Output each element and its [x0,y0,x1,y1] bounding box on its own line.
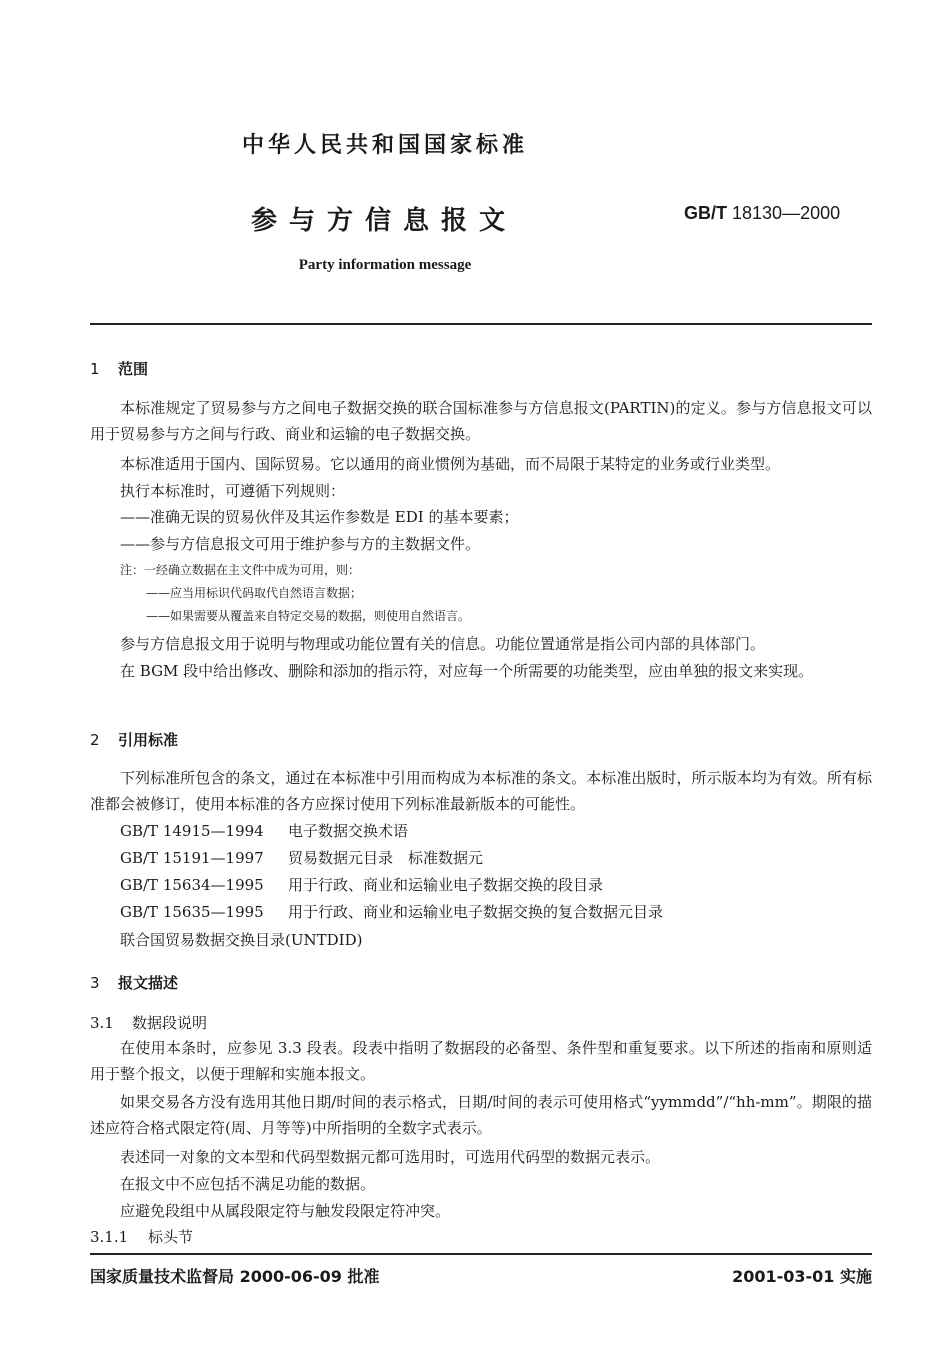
section-1-para-3: 执行本标准时，可遵循下列规则： [120,482,346,500]
footer-divider [90,1253,872,1255]
standard-ref-title: 用于行政、商业和运输业电子数据交换的段目录 [288,876,604,894]
standard-ref-title: 电子数据交换术语 [288,822,409,840]
section-3-title: 报文描述 [118,974,179,992]
standard-ref-code: GB/T 15634—1995 [120,876,264,894]
section-1-rule-1: ——准确无误的贸易伙伴及其运作参数是 EDI 的基本要素； [120,508,519,526]
standard-ref-1 [120,820,408,841]
note-item-2: ——如果需要从覆盖来自特定交易的数据，则使用自然语言。 [146,609,471,623]
subsection-3-1-1-number: 3.1.1 [90,1228,129,1246]
standard-ref-code: GB/T 15191—1997 [120,849,264,867]
section-2-heading [90,729,178,750]
standard-code [684,203,840,224]
approval-line: 国家质量技术监督局 2000-06-09 批准 [90,1267,380,1286]
note-text: 一经确立数据在主文件中成为可用，则： [144,563,361,577]
note-item-1: ——应当用标识代码取代自然语言数据； [146,586,363,600]
section-3-para-4: 在报文中不应包括不满足功能的数据。 [120,1175,376,1193]
section-1-note [120,561,360,578]
section-2-intro: 下列标准所包含的条文，通过在本标准中引用而构成为本标准的条文。本标准出版时，所示版本均为有效。所有标准都会被修订，使用本标准的各方应探讨使用下列标准最新版本的可能性。 [90,769,872,813]
section-1-title: 范围 [118,360,149,378]
standard-code-number: 18130—2000 [732,203,841,223]
section-2-title: 引用标准 [118,731,179,749]
subsection-3-1-1-heading [90,1226,193,1247]
standard-ref-title: 用于行政、商业和运输业电子数据交换的复合数据元目录 [288,903,664,921]
standard-ref-2 [120,847,483,868]
section-1-para-4: 参与方信息报文用于说明与物理或功能位置有关的信息。功能位置通常是指公司内部的具体部门。 [120,635,766,653]
subsection-3-1-1-title: 标头节 [148,1228,194,1246]
section-1-rule-2: ——参与方信息报文可用于维护参与方的主数据文件。 [120,535,481,553]
standard-ref-title: 贸易数据元目录 标准数据元 [288,849,484,867]
standard-ref-4 [120,901,663,922]
subsection-3-1-number: 3.1 [90,1014,114,1032]
standard-ref-code: GB/T 15635—1995 [120,903,264,921]
section-3-number: 3 [90,974,100,992]
section-1-heading [90,358,148,379]
section-1-para-2: 本标准适用于国内、国际贸易。它以通用的商业惯例为基础，而不局限于某特定的业务或行业类型。 [120,455,781,473]
subsection-3-1-title: 数据段说明 [132,1014,208,1032]
section-2-number: 2 [90,731,100,749]
untdid-reference: 联合国贸易数据交换目录(UNTDID) [120,931,363,949]
implementation-line: 2001-03-01 实施 [732,1267,872,1286]
section-1-para-5: 在 BGM 段中给出修改、删除和添加的指示符，对应每一个所需要的功能类型，应由单独的报文来实现。 [120,662,814,680]
section-3-para-3: 表述同一对象的文本型和代码型数据元都可选用时，可选用代码型的数据元表示。 [120,1148,661,1166]
document-title: 参与方信息报文 [251,206,518,236]
standard-ref-code: GB/T 14915—1994 [120,822,264,840]
section-3-heading [90,972,178,993]
section-3-para-2: 如果交易各方没有选用其他日期/时间的表示格式，日期/时间的表示可使用格式“yymmdd”/“hh-mm”。期限的描述应符合格式限定符(周、月等等)中所指明的全数字式表示。 [90,1093,872,1137]
section-3-para-5: 应避免段组中从属段限定符与触发段限定符冲突。 [120,1202,451,1220]
note-label: 注： [120,563,145,577]
national-standard-heading: 中华人民共和国国家标准 [241,133,528,158]
section-3-para-1: 在使用本条时，应参见 3.3 段表。段表中指明了数据段的必备型、条件型和重复要求。以下所述的指南和原则适用于整个报文，以便于理解和实施本报文。 [90,1039,872,1083]
header-divider [90,323,872,325]
section-1-number: 1 [90,360,100,378]
subsection-3-1-heading [90,1012,207,1033]
english-title: Party information message [298,257,472,273]
standard-ref-3 [120,874,603,895]
section-1-para-1: 本标准规定了贸易参与方之间电子数据交换的联合国标准参与方信息报文(PARTIN)的定义。参与方信息报文可以用于贸易参与方之间与行政、商业和运输的电子数据交换。 [90,399,872,443]
standard-code-prefix: GB/T [684,203,727,223]
